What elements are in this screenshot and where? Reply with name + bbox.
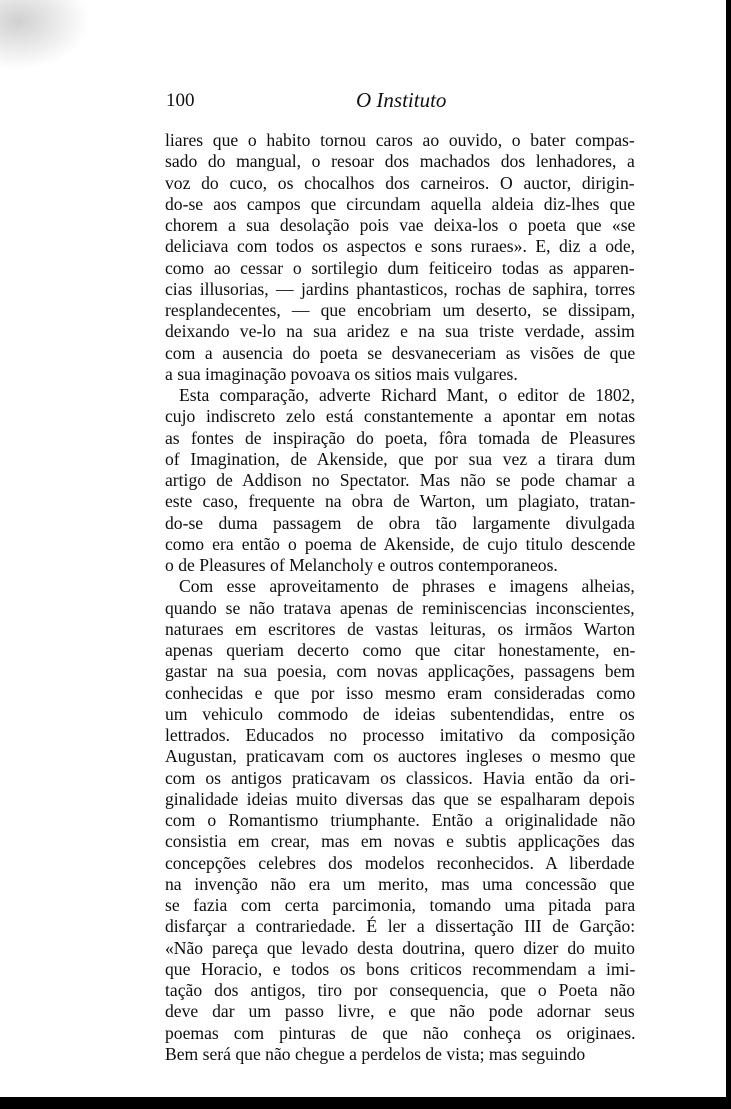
text-line: gastar na sua poesia, com novas applicações, passagens bem (165, 661, 636, 682)
text-line: artigo de Addison no Spectator. Mas não se pode chamar a (165, 470, 635, 490)
text-line: concepções celebres dos modelos reconhecidos. A liberdade (165, 852, 635, 873)
text-line: liares que o habito tornou caros ao ouvido, o bater compas- (165, 130, 635, 150)
text-line: as fontes de inspiração do poeta, fôra tomada de Pleasures (165, 427, 636, 448)
text-line: poemas com pinturas de que não conheça os originaes. (165, 1022, 636, 1043)
text-line: cias illusorias, — jardins phantasticos, rochas de saphira, torres (165, 278, 636, 299)
text-line: um vehiculo commodo de ideias subentendidas, entre os (165, 703, 635, 724)
text-line: apenas queriam decerto como que citar honestamente, en- (165, 640, 636, 660)
text-line: sado do mangual, o resoar dos machados dos lenhadores, a (165, 151, 635, 172)
text-line: Esta comparação, adverte Richard Mant, o editor de 1802, (179, 385, 635, 405)
text-line: tação dos antigos, tiro por consequencia, que o Poeta não (165, 980, 636, 1000)
text-line: Bem será que não chegue a perdelos de vista; mas seguindo (165, 1043, 586, 1064)
text-line: cujo indiscreto zelo está constantemente a apontar em notas (165, 406, 636, 427)
text-line: como era então o poema de Akenside, de cujo titulo descende (165, 533, 636, 554)
text-line: resplandecentes, — que encobriam um deserto, se dissipam, (165, 300, 636, 320)
text-line: a sua imaginação povoava os sitios mais vulgares. (165, 363, 518, 384)
text-line: deixando ve-lo na sua aridez e na sua triste verdade, assim (165, 321, 635, 342)
text-line: consistia em crear, mas em novas e subtis applicações das (165, 831, 635, 852)
text-line: na invenção não era um merito, mas uma concessão que (165, 873, 635, 894)
text-line: como ao cessar o sortilegio dum feiticeiro todas as apparen- (165, 257, 635, 278)
text-line: Augustan, praticavam com os auctores ingleses o mesmo que (165, 746, 636, 767)
text-line: com o Romantismo triumphante. Então a originalidade não (165, 810, 636, 830)
text-line: que Horacio, e todos os bons criticos recommendam a imi- (165, 958, 636, 979)
text-line: of Imagination, de Akenside, que por sua vez a tirara dum (165, 448, 636, 469)
text-line: com os antigos praticavam os classicos. Havia então da ori- (165, 767, 636, 788)
text-line: este caso, frequente na obra de Warton, um plagiato, tratan- (165, 491, 636, 512)
text-line: se fazia com certa parcimonia, tomando uma pitada para (165, 895, 636, 915)
body-text (165, 130, 635, 1065)
text-line: Com esse aproveitamento de phrases e imagens alheias, (179, 576, 635, 597)
text-line: do-se duma passagem de obra tão largamente divulgada (165, 512, 635, 533)
text-line: deve dar um passo livre, e que não pode adornar seus (165, 1001, 635, 1022)
text-line: voz do cuco, os chocalhos dos carneiros. O auctor, dirigin- (165, 172, 635, 193)
text-line: ginalidade ideias muito diversas das que se espalharam depois (165, 788, 635, 809)
text-line: o de Pleasures of Melancholy e outros contemporaneos. (165, 555, 558, 575)
page-number: 100 (166, 90, 195, 111)
running-head: O Instituto (356, 88, 447, 112)
text-line: lettrados. Educados no processo imitativo da composição (165, 725, 636, 745)
text-line: disfarçar a contrariedade. É ler a dissertação III de Garção: (165, 916, 636, 937)
text-line: quando se não tratava apenas de reminiscencias inconscientes, (165, 597, 635, 618)
scan-shadow (0, 0, 90, 70)
text-line: do-se aos campos que circundam aquella aldeia diz-lhes que (165, 193, 636, 214)
text-line: «Não pareça que levado desta doutrina, quero dizer do muito (165, 937, 635, 958)
text-line: conhecidas e que por isso mesmo eram consideradas como (165, 682, 636, 703)
text-line: chorem a sua desolação pois vae deixa-los o poeta que «se (165, 215, 636, 235)
text-line: deliciava com todos os aspectos e sons ruraes». E, diz a ode, (165, 236, 636, 257)
text-line: com a ausencia do poeta se desvaneceriam as visões de que (165, 342, 636, 363)
text-line: naturaes em escritores de vastas leituras, os irmãos Warton (165, 618, 636, 639)
